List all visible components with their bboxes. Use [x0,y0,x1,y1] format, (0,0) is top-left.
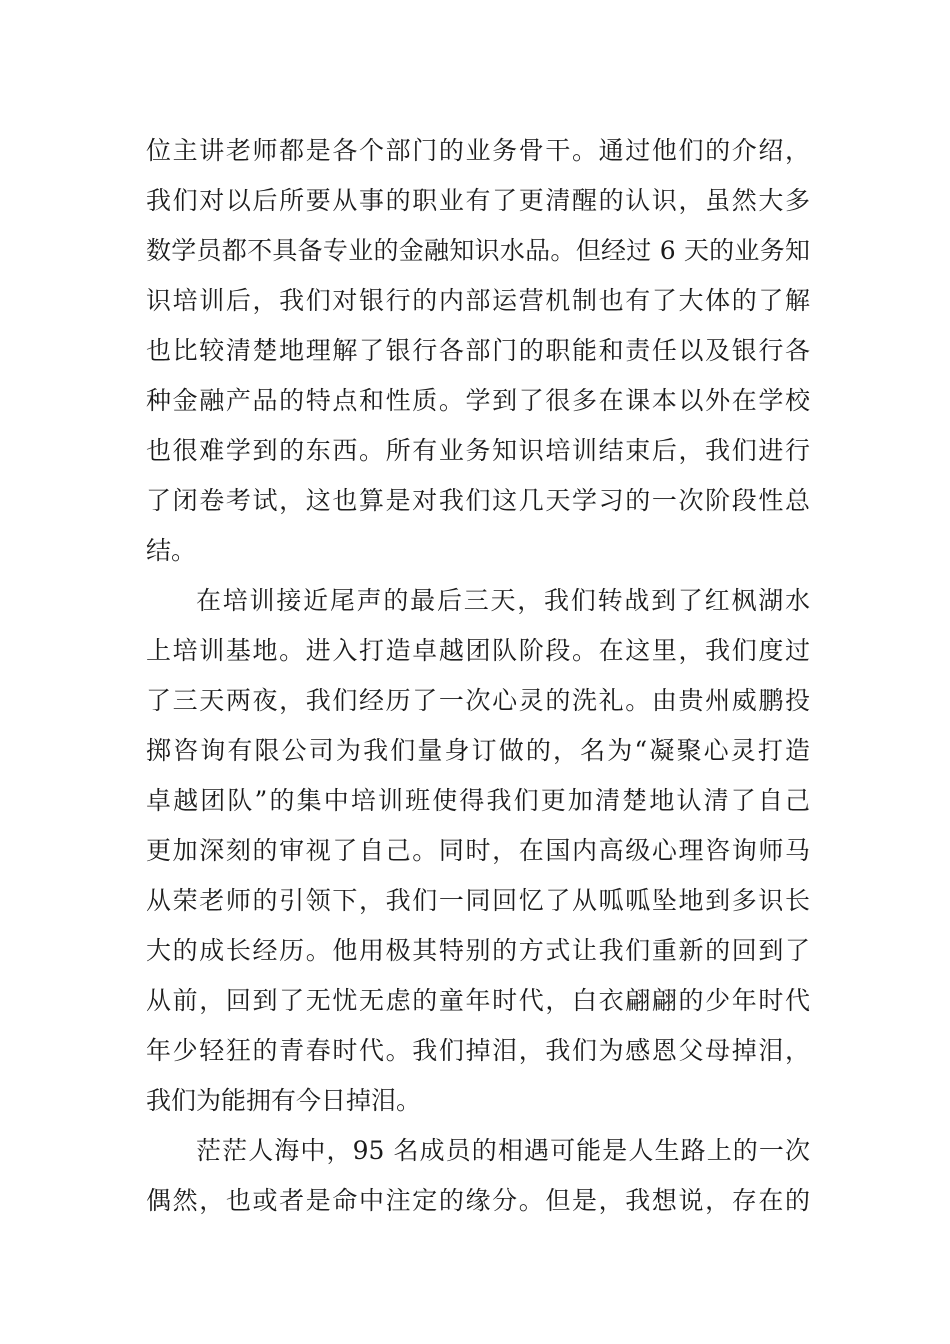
document-body [146,126,810,1226]
text-line: 也很难学到的东西。所有业务知识培训结束后，我们进行 [146,436,810,465]
text-line: 也比较清楚地理解了银行各部门的职能和责任以及银行各 [146,336,810,365]
text-line: 上培训基地。进入打造卓越团队阶段。在这里，我们度过 [146,636,810,665]
text-line: 从荣老师的引领下，我们一同回忆了从呱呱坠地到多识长 [146,886,810,915]
text-line: 种金融产品的特点和性质。学到了很多在课本以外在学校 [146,386,810,415]
paragraph-3 [146,1126,810,1226]
text-line: 掷咨询有限公司为我们量身订做的，名为“凝聚心灵打造 [146,736,810,765]
text-line: 我们为能拥有今日掉泪。 [146,1086,422,1115]
text-line: 大的成长经历。他用极其特别的方式让我们重新的回到了 [146,936,810,965]
paragraph-1 [146,126,810,576]
text-line: 卓越团队”的集中培训班使得我们更加清楚地认清了自己 [146,786,810,815]
paragraph-2 [146,576,810,1126]
text-line: 我们对以后所要从事的职业有了更清醒的认识，虽然大多 [146,186,810,215]
text-line: 位主讲老师都是各个部门的业务骨干。通过他们的介绍， [146,136,810,165]
text-line: 在培训接近尾声的最后三天，我们转战到了红枫湖水 [196,586,810,615]
text-line: 了三天两夜，我们经历了一次心灵的洗礼。由贵州威鹏投 [146,686,810,715]
text-line: 更加深刻的审视了自己。同时，在国内高级心理咨询师马 [146,836,810,865]
text-line: 识培训后，我们对银行的内部运营机制也有了大体的了解 [146,286,810,315]
text-line: 年少轻狂的青春时代。我们掉泪，我们为感恩父母掉泪， [146,1036,810,1065]
text-line: 数学员都不具备专业的金融知识水品。但经过 6 天的业务知 [146,236,810,265]
text-line: 从前，回到了无忧无虑的童年时代，白衣翩翩的少年时代 [146,986,810,1015]
text-line: 偶然，也或者是命中注定的缘分。但是，我想说，存在的 [146,1186,810,1215]
text-line: 了闭卷考试，这也算是对我们这几天学习的一次阶段性总 [146,486,810,515]
text-line: 茫茫人海中，95 名成员的相遇可能是人生路上的一次 [196,1136,810,1165]
text-line: 结。 [146,536,197,565]
